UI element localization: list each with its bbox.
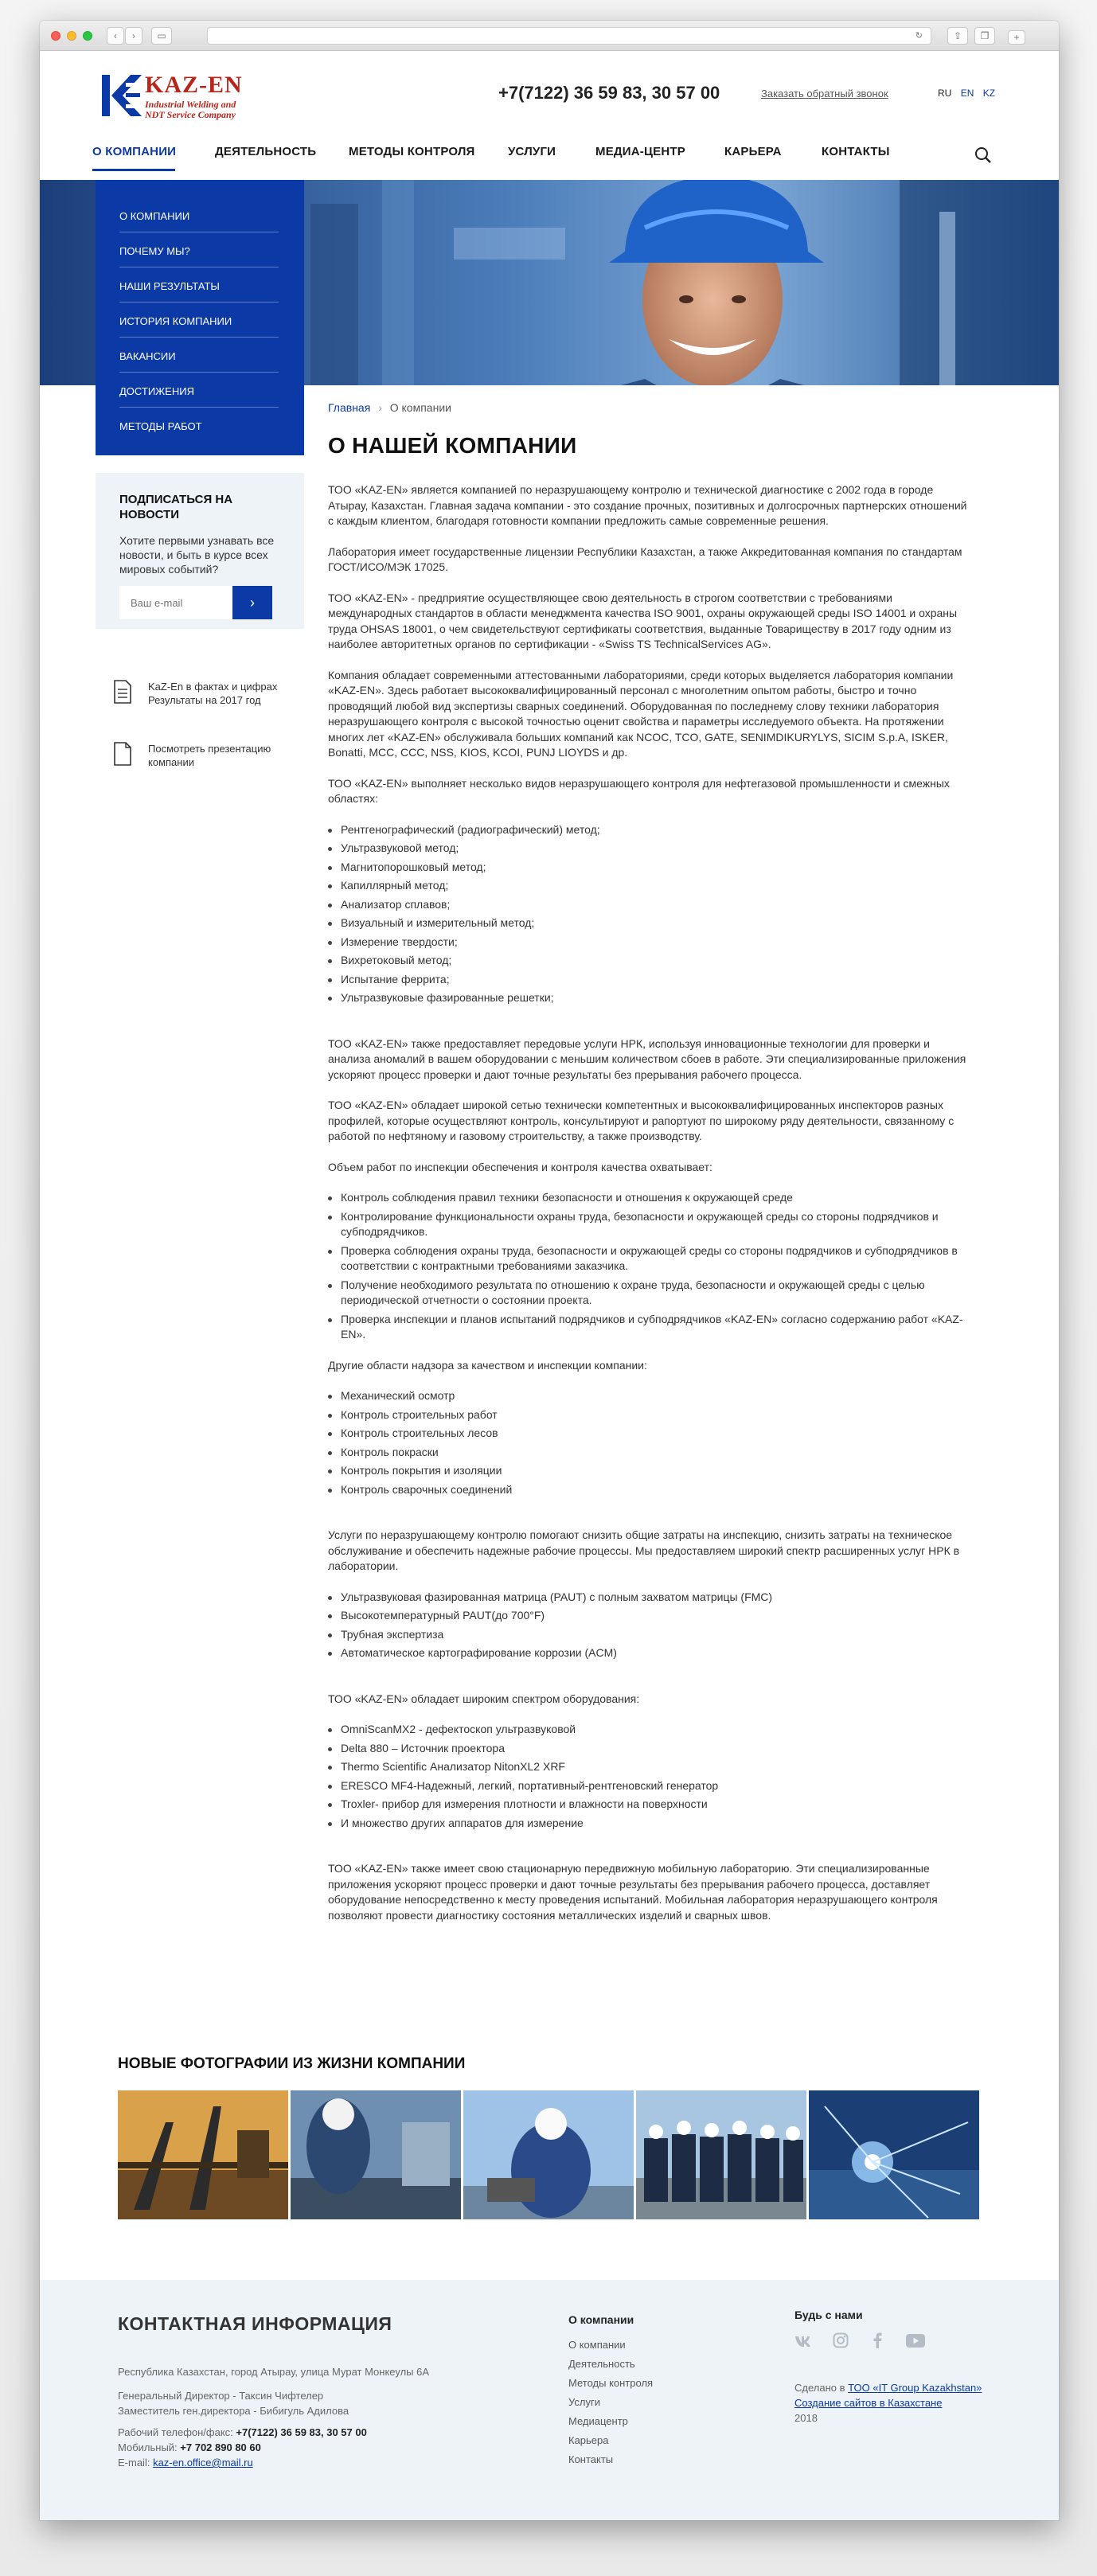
list-item: Ультразвуковой метод; [328,841,973,857]
sidebar-icon[interactable]: ▭ [151,27,172,45]
photo-thumbnail[interactable] [118,2090,288,2219]
list-item: Контроль покраски [328,1445,973,1461]
side-item-history[interactable]: ИСТОРИЯ КОМПАНИИ [119,315,279,338]
developer-link[interactable]: ТОО «IT Group Kazakhstan» [848,2382,982,2394]
list-item: Анализатор сплавов; [328,897,973,913]
minimize-window-button[interactable] [67,31,76,41]
facebook-icon[interactable] [873,2332,882,2348]
nav-media[interactable]: МЕДИА-ЦЕНТР [595,145,685,158]
list-item: Измерение твердости; [328,935,973,950]
nav-career[interactable]: КАРЬЕРА [724,145,782,158]
subscribe-title: ПОДПИСАТЬСЯ НА НОВОСТИ [119,493,233,521]
tabs-icon[interactable]: ❐ [974,27,995,45]
paragraph: ТОО «KAZ-EN» также имеет свою стационарную передвижную мобильную лабораторию. Эти специализированные приложения ускоряют процесс проверки и дают точные результаты без прерывания рабочего процесса, доставляет оборудование непосредственно к месту проведения испытаний. Мобильная лаборатория неразрушающего контроля позволяют провести диагностику состояния металлических изделий и сварных швов. [328,1862,938,1922]
work-phone[interactable]: +7(7122) 36 59 83, 30 57 00 [236,2426,367,2438]
lang-kz[interactable]: KZ [982,88,996,99]
ndt-methods-list [328,822,973,1006]
list-item: Автоматическое картографирование коррозии (ACM) [328,1645,973,1661]
list-item: Контроль соблюдения правил техники безопасности и отношения к окружающей среде [328,1190,973,1206]
footer-col-about-title: О компании [568,2313,634,2326]
list-item: Thermo Scientific Анализатор NitonXL2 XRF [328,1759,973,1775]
subscribe-box [96,473,304,629]
doc-line: компании [148,756,194,768]
logo-mark-icon [102,73,142,118]
nav-methods[interactable]: МЕТОДЫ КОНТРОЛЯ [349,145,475,158]
side-menu [96,180,304,455]
breadcrumb-current: О компании [389,401,451,414]
photo-thumbnail[interactable] [463,2090,634,2219]
list-item: Магнитопорошковый метод; [328,860,973,876]
language-switcher [938,88,1001,99]
list-item: И множество других аппаратов для измерение [328,1816,973,1832]
document-icon [113,742,132,766]
paragraph: ТОО «KAZ-EN» - предприятие осуществляющее свою деятельность в строгом соответствии с требованиями международных стандартов в области менеджмента качества ISO 9001, охраны окружающей среды ISO 14001 и охраны труда OHSAS 18001, о чем свидетельствуют сертификаты соответствия, выданные Товариществу в 2017 году одним из наиболее авторитетных органов по сертификации - «Swiss TS TechnicalServices AG». [328,591,958,650]
browser-toolbar [40,21,1059,51]
photos-title: НОВЫЕ ФОТОГРАФИИ ИЗ ЖИЗНИ КОМПАНИИ [118,2055,466,2072]
doc-text [148,680,307,707]
footer-address: Республика Казахстан, город Атырау, улица Мурат Монкеулы 6А [118,2366,430,2378]
instagram-icon[interactable] [833,2332,849,2348]
list-item: Контроль строительных работ [328,1407,973,1423]
paragraph: ТОО «KAZ-EN» обладает широким спектром оборудования: [328,1692,640,1705]
web-page [40,51,1059,2520]
footer-deputy: Заместитель ген.директора - Бибигуль Адилова [118,2405,349,2417]
list-item: Проверка инспекции и планов испытаний подрядчиков и субподрядчиков «KAZ-EN» согласно содержанию работ «KAZ-EN». [328,1312,973,1343]
spacer [328,1021,973,1036]
paragraph: Объем работ по инспекции обеспечения и контроля качества охватывает: [328,1160,712,1173]
spacer [328,1512,973,1528]
logo-subtitle [145,100,236,120]
photo-thumbnail[interactable] [636,2090,806,2219]
nav-contacts[interactable]: КОНТАКТЫ [822,145,890,158]
email-link[interactable]: kaz-en.office@mail.ru [153,2457,253,2469]
doc-line: KaZ-En в фактах и цифрах [148,681,278,693]
logo-sub-line: NDT Service Company [145,109,236,120]
list-item: Высокотемпературный PAUT(до 700°F) [328,1608,973,1624]
search-icon[interactable] [974,146,992,164]
list-item: Контролирование функциональности охраны труда, безопасности и окружающей среды со стороны подрядчиков и субподрядчиков. [328,1209,973,1240]
email-label: E-mail: [118,2457,154,2469]
inspection-scope-list [328,1190,973,1343]
made-label: Сделано в [794,2382,849,2394]
list-item: ERESCO MF4-Надежный, легкий, портативный-рентгеновский генератор [328,1778,973,1794]
photo-thumbnail[interactable] [809,2090,979,2219]
developer-credit [794,2380,982,2426]
company-logo[interactable] [102,72,285,124]
breadcrumb-separator: › [378,401,382,414]
side-item-achievements[interactable]: ДОСТИЖЕНИЯ [119,385,279,408]
photo-thumbnail[interactable] [291,2090,461,2219]
spacer [328,1676,973,1692]
address-bar[interactable] [207,27,931,45]
list-item: Капиллярный метод; [328,878,973,894]
footer-phones [118,2425,367,2470]
header-phone[interactable]: +7(7122) 36 59 83, 30 57 00 [498,83,720,103]
list-item: Ультразвуковая фазированная матрица (PAUT) с полным захватом матрицы (FMC) [328,1590,973,1606]
footer-link[interactable]: Деятельность [568,2358,635,2370]
list-item: Контроль сварочных соединений [328,1482,973,1498]
close-window-button[interactable] [51,31,61,41]
side-item-about[interactable]: О КОМПАНИИ [119,210,279,232]
list-item: Вихретоковый метод; [328,953,973,969]
footer-links [568,2336,653,2469]
list-item: Troxler- прибор для измерения плотности и влажности на поверхности [328,1797,973,1813]
paragraph: ТОО «KAZ-EN» выполняет несколько видов неразрушающего контроля для нефтегазовой промышленности и смежных областях: [328,776,950,805]
doc-text [148,742,307,769]
side-item-vacancies[interactable]: ВАКАНСИИ [119,350,279,373]
subscribe-button[interactable]: › [232,586,272,619]
doc-line: Результаты на 2017 год [148,694,261,706]
footer-title: КОНТАКТНАЯ ИНФОРМАЦИЯ [118,2313,392,2334]
paragraph: ТОО «KAZ-EN» также предоставляет передовые услуги НРК, используя инновационные технологии для проверки и анализа аномалий в вашем оборудовании с меньшим количеством сбоев в работе. Эти специализированные приложения ускоряют процесс проверки и дают точные результаты без прерывания рабочего процесса. [328,1036,966,1081]
doc-line: Посмотреть презентацию [148,743,271,755]
list-item: Рентгенографический (радиографический) метод; [328,822,973,838]
article-body [328,482,973,1938]
email-input[interactable] [119,586,232,619]
main-nav [92,145,1048,177]
footer [40,2280,1059,2520]
zoom-window-button[interactable] [83,31,92,41]
footer-col-social-title: Будь с нами [794,2309,863,2321]
nav-services[interactable]: УСЛУГИ [508,145,556,158]
web-dev-link[interactable]: Создание сайтов в Казахстане [794,2397,943,2409]
list-item: Проверка соблюдения охраны труда, безопасности и окружающей среды со стороны подрядчиков и субподрядчиков в соответствии с контрактными требованиями заказчика. [328,1243,973,1274]
page-title: О НАШЕЙ КОМПАНИИ [328,433,577,458]
nav-active-underline [92,169,175,171]
youtube-icon[interactable] [906,2334,925,2348]
forward-button[interactable]: › [125,27,142,45]
list-item: Испытание феррита; [328,972,973,988]
callback-link[interactable]: Заказать обратный звонок [761,88,888,100]
list-item: Трубная экспертиза [328,1627,973,1643]
breadcrumb-home[interactable]: Главная [328,401,371,414]
footer-link[interactable]: Медиацентр [568,2415,628,2427]
subscribe-text: Хотите первыми узнавать все новости, и быть в курсе всех мировых событий? [119,534,275,576]
presentation-document-link[interactable] [113,742,304,782]
list-item: Контроль строительных лесов [328,1426,973,1442]
browser-window [40,21,1059,2520]
paragraph: Лаборатория имеет государственные лицензии Республики Казахстан, а также Аккредитованная компания по стандартам ГОСТ/ИСО/МЭК 17025. [328,544,962,573]
mobile-phone[interactable]: +7 702 890 80 60 [180,2441,261,2453]
lang-en[interactable]: EN [960,88,974,99]
lang-ru[interactable]: RU [938,88,952,99]
photo-gallery [118,2090,979,2219]
footer-link[interactable]: Контакты [568,2453,614,2465]
advanced-ndt-list [328,1590,973,1661]
footer-link[interactable]: Карьера [568,2434,609,2446]
paragraph: Услуги по неразрушающему контролю помогают снизить общие затраты на инспекцию, снизить затраты на техническое обслуживание и обеспечить надежные рабочие процессы. Мы предоставляем широкий спектр расширенных услуг НРК в лаборатории. [328,1528,960,1572]
side-item-why[interactable]: ПОЧЕМУ МЫ? [119,245,279,267]
list-item: Визуальный и измерительный метод; [328,915,973,931]
footer-link[interactable]: Методы контроля [568,2377,654,2389]
vk-icon[interactable] [794,2334,812,2348]
reload-icon[interactable]: ↻ [915,31,923,41]
paragraph: Другие области надзора за качеством и инспекции компании: [328,1358,647,1372]
list-item: Контроль покрытия и изоляции [328,1463,973,1479]
facts-document-link[interactable] [113,680,304,720]
side-item-results[interactable]: НАШИ РЕЗУЛЬТАТЫ [119,280,279,302]
list-item: Получение необходимого результата по отношению к охране труда, безопасности и окружающей среды с целью периодической отчетности о состоянии проекта. [328,1278,973,1309]
list-item: Ультразвуковые фазированные решетки; [328,990,973,1006]
list-item: Delta 880 – Источник проектора [328,1741,973,1757]
list-item: OmniScanMX2 - дефектоскоп ультразвуковой [328,1722,973,1738]
back-button[interactable]: ‹ [107,27,124,45]
social-links [794,2332,954,2352]
footer-link[interactable]: О компании [568,2339,626,2351]
footer-link[interactable]: Услуги [568,2396,600,2408]
share-icon[interactable]: ⇪ [947,27,968,45]
breadcrumb [328,401,451,414]
footer-year: 2018 [794,2412,818,2424]
spacer [328,1846,973,1861]
logo-name: KAZ-EN [145,72,243,98]
footer-management [118,2388,349,2418]
nav-about[interactable]: О КОМПАНИИ [92,145,177,158]
logo-sub-line: Industrial Welding and [145,99,236,110]
nav-activity[interactable]: ДЕЯТЕЛЬНОСТЬ [215,145,317,158]
list-item: Механический осмотр [328,1388,973,1404]
footer-director: Генеральный Директор - Таксин Чифтелер [118,2390,324,2402]
work-phone-label: Рабочий телефон/факс: [118,2426,236,2438]
supervision-list [328,1388,973,1497]
side-item-methods[interactable]: МЕТОДЫ РАБОТ [119,420,202,432]
mobile-label: Мобильный: [118,2441,181,2453]
new-tab-button[interactable]: + [1008,30,1025,45]
equipment-list [328,1722,973,1831]
paragraph: ТОО «KAZ-EN» является компанией по неразрушающему контролю и технической диагностике с 2002 года в городе Атырау, Казахстан. Главная задача компании - это создание прочных, позитивных и долгосрочных партнерских отношений с каждым клиентом, благодаря готовности компании предложить самые современные решения. [328,483,967,527]
document-icon [113,680,132,704]
paragraph: Компания обладает современными аттестованными лабораториями, среди которых выделяется лаборатория компании «KAZ-EN». Здесь работает высококвалифицированный персонал с многолетним опытом работы, быстро и точно проводящий любой вид экспертизы сварных соединений. Оборудованная по последнему слову техники лаборатория неразрушающего контроля с высокой точностью оценит свойства и параметры исследуемого объекта. На протяжении многих лет «KAZ-EN» обслуживала больших компаний как NCOC, TCO, GATE, SENIMDIKURYLYS, SICIM S.p.A, ISKER, Bonatti, MCC, CCC, NSS, KIOS, KCOI, PUNJ LIOYDS и др. [328,668,954,759]
paragraph: ТОО «KAZ-EN» обладает широкой сетью технически компетентных и высококвалифицированных инспекторов разных профилей, которые осуществляют контроль, консультируют и рапортуют по широкому ряду деятельности, связанному с работой по нефтяному и газовому строительству, а также производству. [328,1099,955,1142]
